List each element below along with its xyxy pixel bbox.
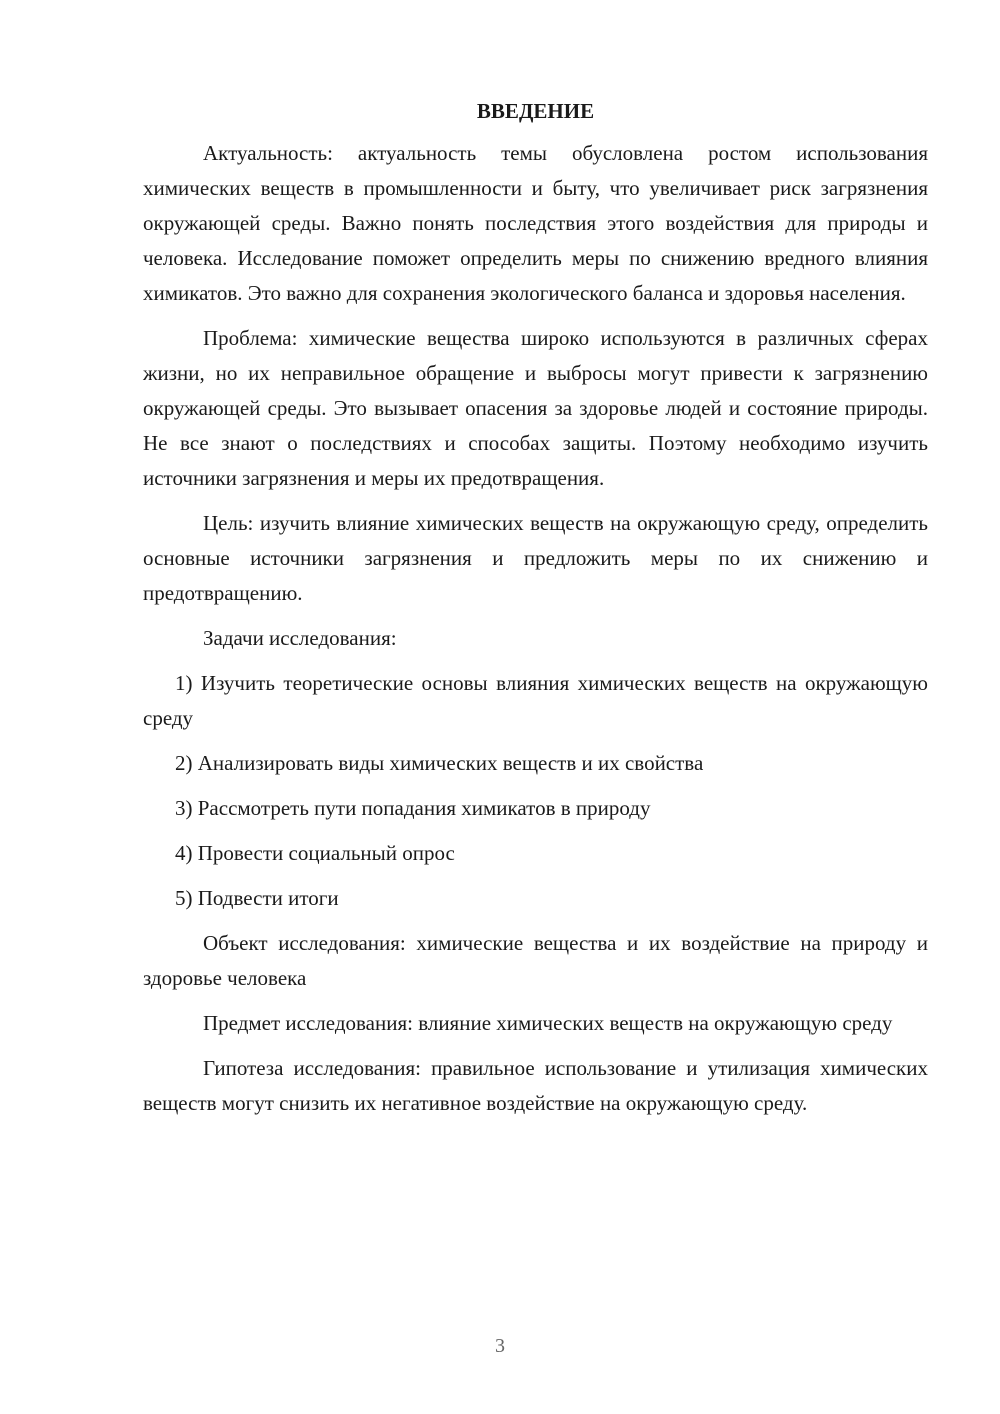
section-title: ВВЕДЕНИЕ <box>476 99 595 123</box>
task-item: 5) Подвести итоги <box>175 886 339 910</box>
subject-paragraph: Предмет исследования: влияние химических веществ на окружающую среду <box>203 1011 893 1035</box>
goal-paragraph: Цель: изучить влияние химических веществ на окружающую среду, определить основные источники загрязнения и предложить меры по их снижению и предотвращению. <box>143 511 928 605</box>
task-item: 1) Изучить теоретические основы влияния химических веществ на окружающую среду <box>143 671 928 730</box>
task-item: 3) Рассмотреть пути попадания химикатов в природу <box>175 796 651 820</box>
page-number: 3 <box>495 1335 505 1357</box>
hypothesis-paragraph: Гипотеза исследования: правильное использование и утилизация химических веществ могут снизить их негативное воздействие на окружающую среду. <box>143 1056 928 1115</box>
problem-paragraph: Проблема: химические вещества широко используются в различных сферах жизни, но их неправильное обращение и выбросы могут привести к загрязнению окружающей среды. Это вызывает опасения за здоровье людей и состояние природы. Не все знают о последствиях и способах защиты. Поэтому необходимо изучить источники загрязнения и меры их предотвращения. <box>143 326 928 490</box>
task-item: 4) Провести социальный опрос <box>175 841 455 865</box>
relevance-paragraph: Актуальность: актуальность темы обусловлена ростом использования химических веществ в промышленности и быту, что увеличивает риск загрязнения окружающей среды. Важно понять последствия этого воздействия для природы и человека. Исследование поможет определить меры по снижению вредного влияния химикатов. Это важно для сохранения экологического баланса и здоровья населения. <box>143 141 928 305</box>
tasks-heading: Задачи исследования: <box>203 626 397 650</box>
document-body <box>143 96 928 1131</box>
task-item: 2) Анализировать виды химических веществ и их свойства <box>175 751 704 775</box>
object-paragraph: Объект исследования: химические вещества и их воздействие на природу и здоровье человека <box>143 931 928 990</box>
